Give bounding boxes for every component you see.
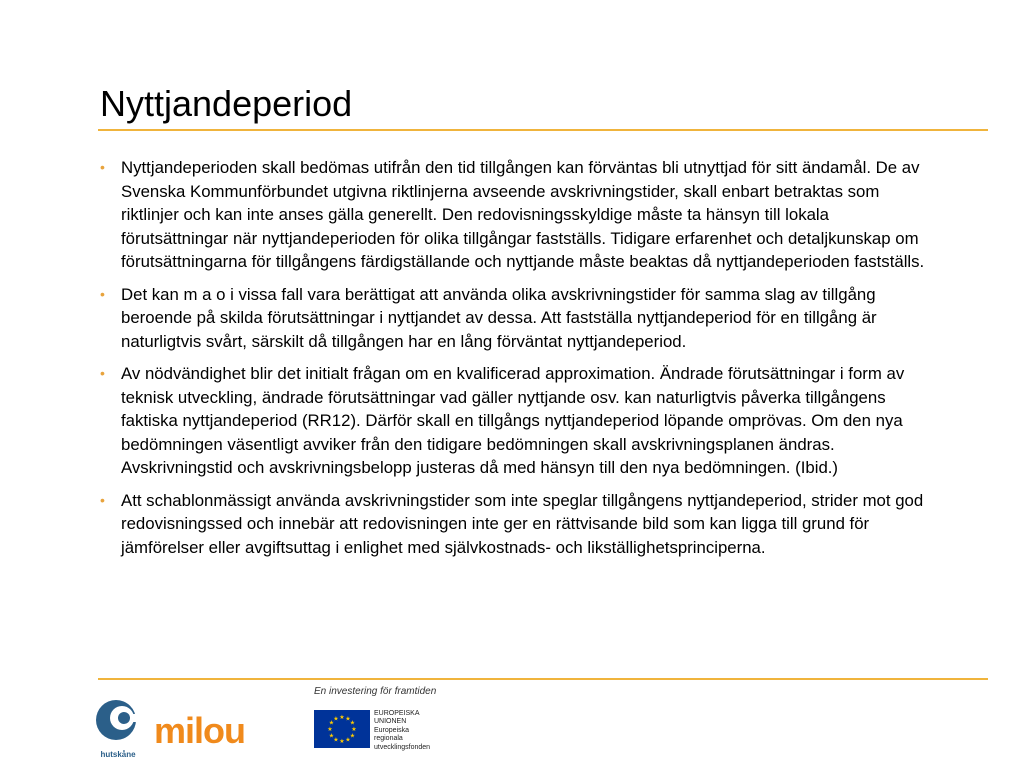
eu-label-line: Europeiska: [374, 726, 410, 734]
bullet-icon: •: [100, 365, 105, 381]
svg-text:★: ★: [351, 726, 357, 733]
svg-text:★: ★: [333, 715, 339, 723]
svg-text:★: ★: [349, 732, 356, 740]
bullet-item: [100, 362, 940, 480]
bullet-item: [100, 283, 940, 354]
slide-title: Nyttjandeperiod: [100, 83, 353, 124]
svg-text:★: ★: [349, 719, 356, 727]
eu-label-line: utvecklingsfonden: [374, 743, 431, 751]
bullet-icon: •: [100, 159, 105, 175]
title-divider: [98, 129, 988, 131]
eu-tagline: En investering för framtiden: [314, 686, 437, 697]
bullet-item: [100, 489, 940, 560]
svg-text:★: ★: [327, 726, 333, 733]
eu-flag-icon: [314, 710, 370, 748]
svg-text:★: ★: [339, 714, 345, 721]
svg-text:★: ★: [339, 738, 345, 745]
svg-text:★: ★: [328, 719, 335, 727]
bullet-text: Av nödvändighet blir det initialt frågan om en kvalificerad approximation. Ändrade förutsättningar i form av teknisk utveckling, ändrade förutsättningar vad gäller nyttjande osv. kan naturligtvis påverka tillgångens faktiska nyttjandeperiod (RR12). Därför skall en tillgångs nyttjandeperiod löpande omprövas. Om den nya bedömningen väsentligt avviker från den tidigare bedömningen skall avskrivningsplanen ändras. Avskrivningstid och avskrivningsbelopp justeras då med hänsyn till den nya bedömningen. (Ibid.): [121, 364, 905, 477]
svg-text:★: ★: [345, 736, 351, 744]
svg-text:★: ★: [328, 732, 335, 740]
svg-text:★: ★: [333, 736, 339, 744]
hutskane-label: hutskåne: [100, 750, 136, 759]
footer: [0, 680, 1024, 768]
hutskane-logo: [94, 694, 142, 764]
milou-logo: milou: [154, 710, 245, 751]
svg-text:★: ★: [345, 715, 351, 723]
bullet-text: Nyttjandeperioden skall bedömas utifrån den tid tillgången kan förväntas bli utnyttjad för sitt ändamål. De av Svenska Kommunförbundet utgivna riktlinjerna avseende avskrivningstider, skall enbart betraktas som riktlinjer och kan inte anses gälla generellt. Den redovisningsskyldige måste ta hänsyn till lokala förutsättningar när nyttjandeperioden för olika tillgångar fastställs. Tidigare erfarenhet och detaljkunskap om förutsättningarna för tillgångens färdigställande och nyttjande måste beaktas då nyttjandeperioden fastställs.: [121, 158, 925, 271]
eu-label-line: regionala: [374, 735, 403, 743]
bullet-text: Att schablonmässigt använda avskrivningstider som inte speglar tillgångens nyttjandeperiod, strider mot god redovisningssed och innebär att redovisningen inte ger en rättvisande bild som kan ligga till grund för jämförelser eller avgiftsuttag i enlighet med självkostnads- och likställighetsprinciperna.: [121, 490, 924, 557]
bullet-item: [100, 156, 940, 274]
eu-label-line: EUROPEISKA: [374, 710, 420, 717]
eu-label-line: UNIONEN: [374, 718, 407, 726]
hutskane-emblem-icon: [94, 694, 142, 750]
bullet-list: [100, 156, 940, 568]
bullet-text: Det kan m a o i vissa fall vara berättigat att använda olika avskrivningstider för samma slag av tillgång beroende på skilda förutsättningar i nyttjandet av dessa. Att fastställa nyttjandeperiod för en tillgång är naturligtvis svårt, särskilt då tillgången har en lång förväntat nyttjandeperiod.: [121, 284, 877, 351]
bullet-icon: •: [100, 285, 105, 302]
eu-label: [374, 710, 430, 752]
bullet-icon: •: [100, 491, 105, 508]
